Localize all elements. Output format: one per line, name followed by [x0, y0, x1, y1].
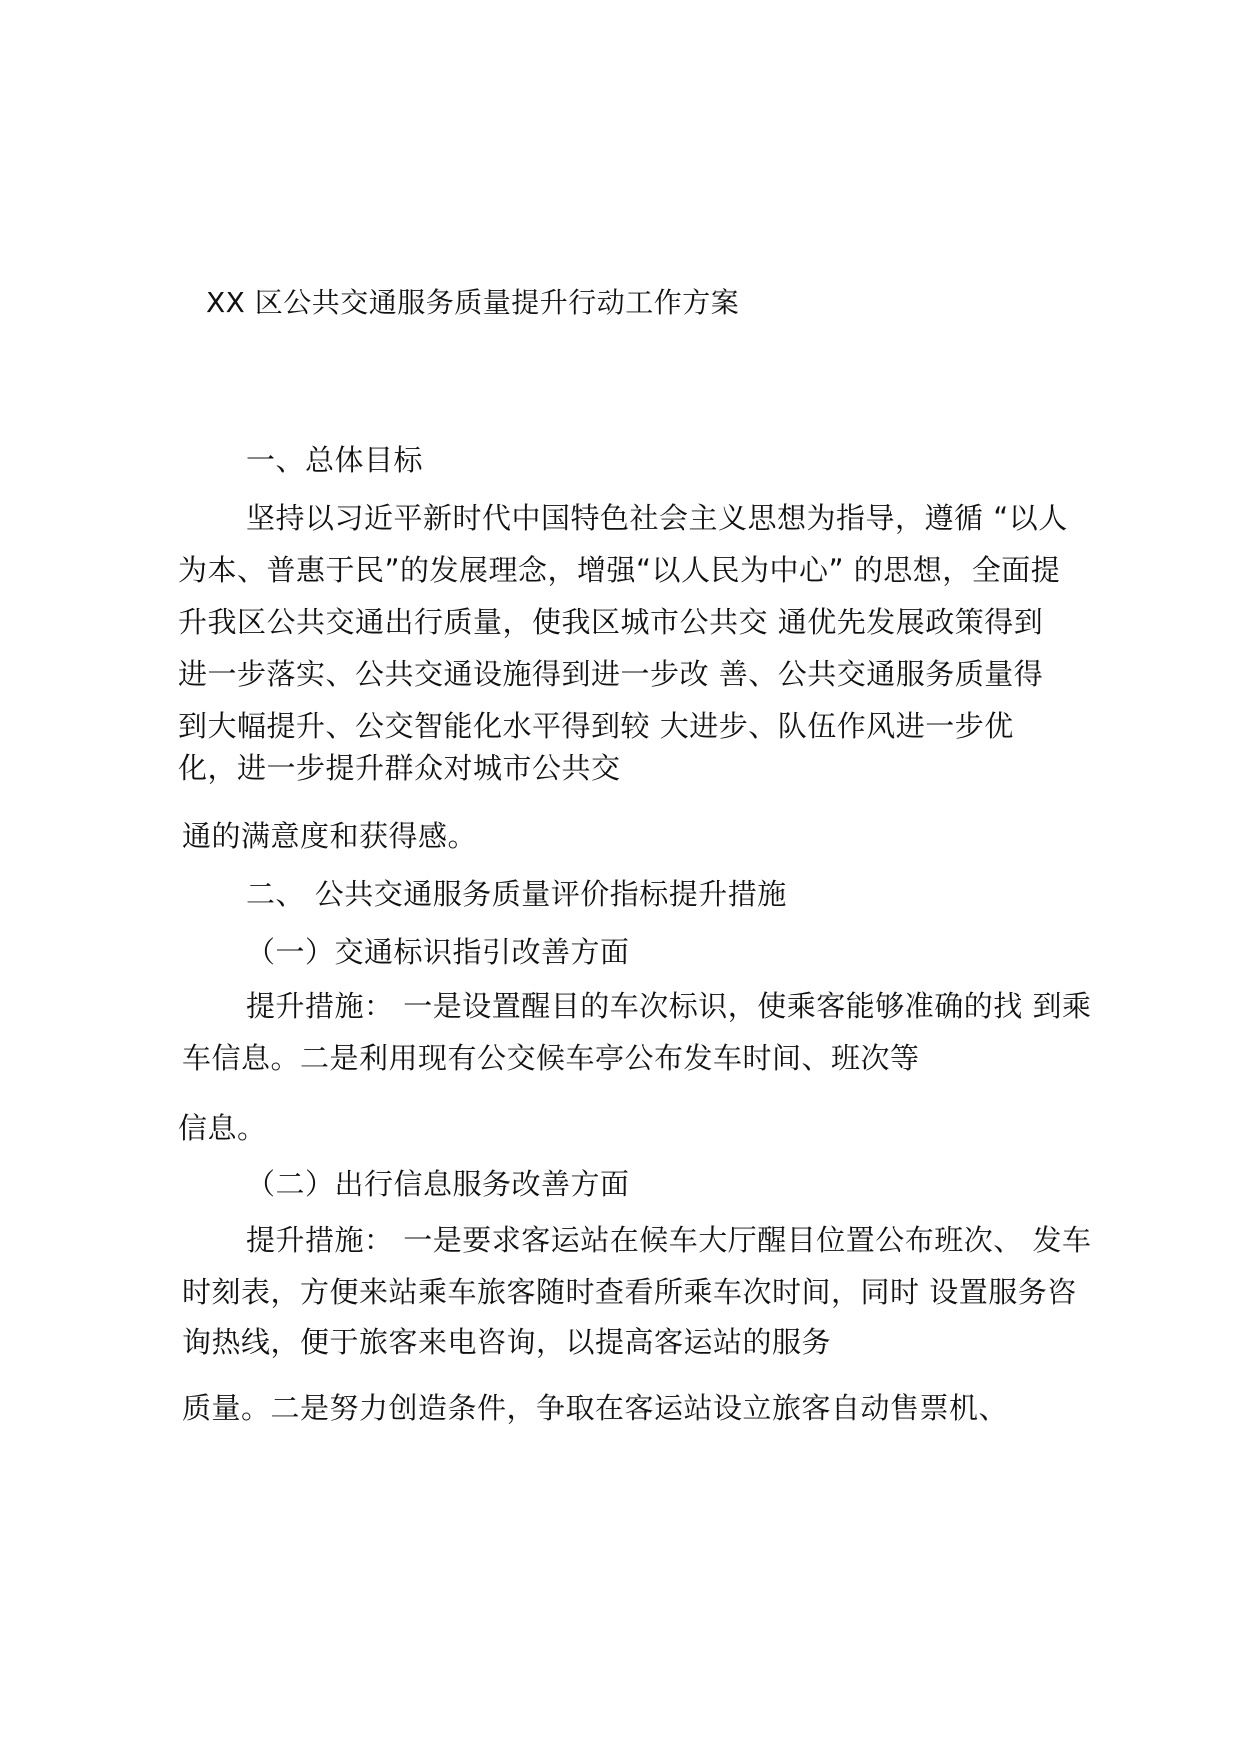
paragraph-line: 质量。二是努力创造条件，争取在客运站设立旅客自动售票机、	[182, 1391, 1009, 1425]
paragraph-line: 升我区公共交通出行质量，使我区城市公共交 通优先发展政策得到	[178, 605, 1044, 639]
paragraph-line: 进一步落实、公共交通设施得到进一步改 善、公共交通服务质量得	[178, 657, 1044, 691]
paragraph-line: 信息。	[178, 1111, 267, 1145]
paragraph-line: 车信息。二是利用现有公交候车亭公布发车时间、班次等	[182, 1041, 920, 1075]
subsection-heading-travel-info: （二）出行信息服务改善方面	[246, 1167, 630, 1201]
subsection-heading-signage: （一）交通标识指引改善方面	[246, 935, 630, 969]
paragraph-line: 到大幅提升、公交智能化水平得到较 大进步、队伍作风进一步优	[178, 709, 1014, 743]
document-title: XX 区公共交通服务质量提升行动工作方案	[206, 286, 740, 319]
paragraph-line: 提升措施： 一是要求客运站在候车大厅醒目位置公布班次、 发车	[246, 1223, 1092, 1257]
paragraph-line: 询热线，便于旅客来电咨询，以提高客运站的服务	[182, 1325, 832, 1359]
paragraph-line: 时刻表，方便来站乘车旅客随时查看所乘车次时间，同时 设置服务咨	[182, 1275, 1077, 1309]
section-heading-measures: 二、 公共交通服务质量评价指标提升措施	[246, 877, 787, 911]
paragraph-line: 通的满意度和获得感。	[182, 819, 478, 853]
section-heading-overall-goal: 一、总体目标	[246, 443, 424, 477]
paragraph-line: 坚持以习近平新时代中国特色社会主义思想为指导，遵循 “以人	[246, 501, 1068, 535]
paragraph-line: 化，进一步提升群众对城市公共交	[178, 751, 621, 785]
paragraph-line: 为本、普惠于民”的发展理念，增强“以人民为中心” 的思想，全面提	[178, 553, 1061, 587]
paragraph-line: 提升措施： 一是设置醒目的车次标识，使乘客能够准确的找 到乘	[246, 989, 1092, 1023]
